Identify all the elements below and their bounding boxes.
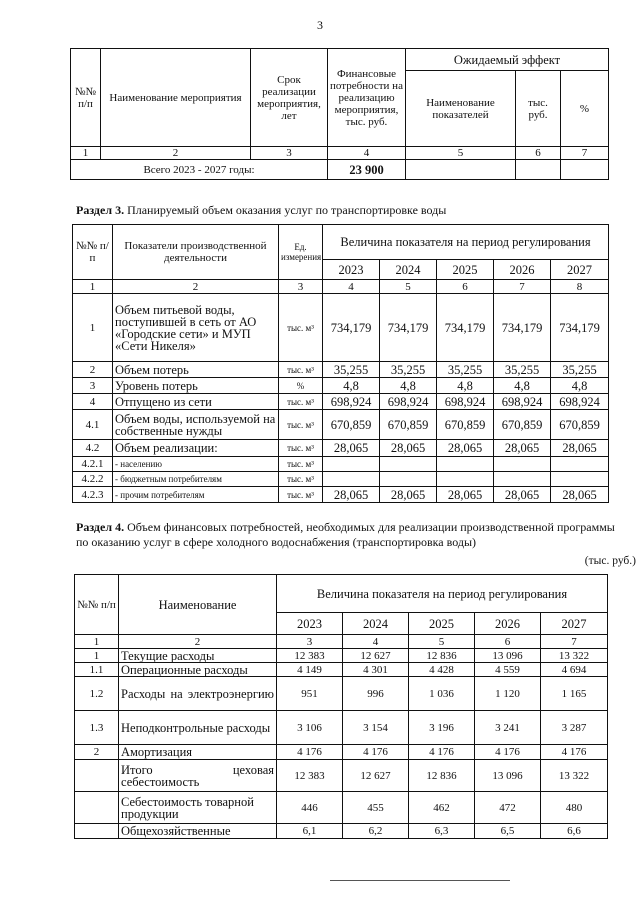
row-value: 1 036 <box>409 677 475 711</box>
row-unit: тыс. м³ <box>279 472 323 487</box>
row-value: 13 322 <box>541 649 608 663</box>
row-value: 670,859 <box>380 410 437 440</box>
row-value: 35,255 <box>494 362 551 378</box>
table-volume <box>72 224 609 503</box>
row-value: 1 120 <box>475 677 541 711</box>
row-name: - населению <box>113 457 279 472</box>
table-row <box>75 649 608 663</box>
row-value: 12 383 <box>277 760 343 792</box>
row-name: Уровень потерь <box>113 378 279 394</box>
row-value: 1 165 <box>541 677 608 711</box>
t1-colnum: 6 <box>516 147 561 160</box>
row-value: 698,924 <box>494 394 551 410</box>
table-row <box>73 457 609 472</box>
row-value: 996 <box>343 677 409 711</box>
row-value: 3 154 <box>343 711 409 745</box>
row-value: 28,065 <box>380 440 437 457</box>
table-row <box>73 378 609 394</box>
row-value: 28,065 <box>437 440 494 457</box>
t3-year: 2024 <box>343 613 409 635</box>
t1-colnum: 3 <box>251 147 328 160</box>
t3-year: 2027 <box>541 613 608 635</box>
row-name: Объем реализации: <box>113 440 279 457</box>
row-unit: тыс. м³ <box>279 457 323 472</box>
t2-colnum: 3 <box>279 280 323 294</box>
row-num <box>75 760 119 792</box>
t3-year: 2023 <box>277 613 343 635</box>
row-num: 1.3 <box>75 711 119 745</box>
table-finance <box>74 574 608 839</box>
row-value: 12 383 <box>277 649 343 663</box>
row-name: Отпущено из сети <box>113 394 279 410</box>
row-value: 12 836 <box>409 760 475 792</box>
row-value: 698,924 <box>323 394 380 410</box>
table-row <box>75 663 608 677</box>
row-num: 4.2 <box>73 440 113 457</box>
t1-header-indicator: Наименование показателей <box>406 71 516 147</box>
row-value: 670,859 <box>494 410 551 440</box>
row-unit: тыс. м³ <box>279 487 323 503</box>
row-value: 951 <box>277 677 343 711</box>
table-row <box>73 410 609 440</box>
t3-year: 2025 <box>409 613 475 635</box>
t1-colnum: 1 <box>71 147 101 160</box>
t2-colnum: 1 <box>73 280 113 294</box>
row-value: 12 627 <box>343 649 409 663</box>
row-name: Операционные расходы <box>119 663 277 677</box>
row-value: 28,065 <box>380 487 437 503</box>
row-num: 4.1 <box>73 410 113 440</box>
table-row <box>73 440 609 457</box>
row-unit: тыс. м³ <box>279 294 323 362</box>
row-value: 4 149 <box>277 663 343 677</box>
t2-year: 2024 <box>380 260 437 280</box>
row-unit: тыс. м³ <box>279 440 323 457</box>
row-value: 670,859 <box>551 410 609 440</box>
t3-header-period: Величина показателя на период регулирования <box>277 575 608 613</box>
section3-title-bold: Раздел 3. <box>76 203 125 217</box>
row-unit: тыс. м³ <box>279 362 323 378</box>
row-num <box>75 792 119 824</box>
row-value <box>323 472 380 487</box>
t2-colnum: 4 <box>323 280 380 294</box>
row-value: 462 <box>409 792 475 824</box>
table-row <box>75 711 608 745</box>
t1-colnum: 5 <box>406 147 516 160</box>
row-name: Общехозяйственные <box>119 824 277 839</box>
t3-colnum: 3 <box>277 635 343 649</box>
row-name: - бюджетным потребителям <box>113 472 279 487</box>
section4-title-bold: Раздел 4. <box>76 520 125 534</box>
row-value: 4 176 <box>475 745 541 760</box>
t2-header-indicator: Показатели производственной деятельности <box>113 225 279 280</box>
row-value: 3 287 <box>541 711 608 745</box>
row-value: 4 176 <box>541 745 608 760</box>
t1-header-num: №№ п/п <box>71 49 101 147</box>
row-value: 4,8 <box>323 378 380 394</box>
row-name: Объем воды, используемой на собственные нужды <box>113 410 279 440</box>
row-value: 734,179 <box>551 294 609 362</box>
t3-header-name: Наименование <box>119 575 277 635</box>
row-value: 6,6 <box>541 824 608 839</box>
t2-year: 2025 <box>437 260 494 280</box>
row-num <box>75 824 119 839</box>
row-unit: % <box>279 378 323 394</box>
table-row <box>75 760 608 792</box>
row-value: 446 <box>277 792 343 824</box>
t1-total-label: Всего 2023 - 2027 годы: <box>71 160 328 180</box>
t2-colnum: 6 <box>437 280 494 294</box>
row-value: 35,255 <box>551 362 609 378</box>
row-value: 6,5 <box>475 824 541 839</box>
section4-title <box>76 520 616 550</box>
table-row <box>73 472 609 487</box>
row-value <box>494 472 551 487</box>
table-row <box>73 362 609 378</box>
t2-header-unit: Ед. измерения <box>279 225 323 280</box>
row-value: 4,8 <box>494 378 551 394</box>
row-value: 4 176 <box>277 745 343 760</box>
row-value <box>380 472 437 487</box>
row-value <box>437 472 494 487</box>
table-row <box>73 487 609 503</box>
t1-colnum: 4 <box>328 147 406 160</box>
t1-total-empty <box>406 160 516 180</box>
row-value: 35,255 <box>323 362 380 378</box>
row-num: 4.2.3 <box>73 487 113 503</box>
row-num: 1.1 <box>75 663 119 677</box>
row-num: 2 <box>73 362 113 378</box>
row-value: 3 106 <box>277 711 343 745</box>
t2-colnum: 8 <box>551 280 609 294</box>
row-name: Итого цеховая себестоимость <box>119 760 277 792</box>
row-value: 3 241 <box>475 711 541 745</box>
row-value: 28,065 <box>323 487 380 503</box>
section4-title-text: Объем финансовых потребностей, необходимых для реализации производственной программы по оказанию услуг в сфере холодного водоснабжения (транспортировка воды) <box>76 520 615 549</box>
t2-colnum: 5 <box>380 280 437 294</box>
row-value: 6,1 <box>277 824 343 839</box>
row-value: 4 694 <box>541 663 608 677</box>
row-value: 698,924 <box>437 394 494 410</box>
row-value: 35,255 <box>437 362 494 378</box>
row-value: 4 559 <box>475 663 541 677</box>
row-value: 4,8 <box>551 378 609 394</box>
t3-colnum: 7 <box>541 635 608 649</box>
t1-header-finance: Финансовые потребности на реализацию мероприятия, тыс. руб. <box>328 49 406 147</box>
t3-colnum: 5 <box>409 635 475 649</box>
table-row <box>73 294 609 362</box>
table-row <box>75 824 608 839</box>
row-num: 2 <box>75 745 119 760</box>
table-row <box>75 677 608 711</box>
row-name: Амортизация <box>119 745 277 760</box>
t1-header-rub: тыс. руб. <box>516 71 561 147</box>
t2-header-period: Величина показателя на период регулирования <box>323 225 609 260</box>
row-unit: тыс. м³ <box>279 410 323 440</box>
row-name: Текущие расходы <box>119 649 277 663</box>
section3-title-text: Планируемый объем оказания услуг по транспортировке воды <box>124 203 447 217</box>
row-value <box>380 457 437 472</box>
row-value: 4 428 <box>409 663 475 677</box>
row-value: 28,065 <box>551 487 609 503</box>
t1-header-effect: Ожидаемый эффект <box>406 49 609 71</box>
row-value: 670,859 <box>323 410 380 440</box>
row-value: 480 <box>541 792 608 824</box>
t1-colnum: 7 <box>561 147 609 160</box>
t1-colnum: 2 <box>101 147 251 160</box>
t2-header-num: №№ п/п <box>73 225 113 280</box>
row-value: 4,8 <box>380 378 437 394</box>
t3-year: 2026 <box>475 613 541 635</box>
page-number: 3 <box>317 18 323 32</box>
table-row <box>73 394 609 410</box>
t3-header-num: №№ п/п <box>75 575 119 635</box>
t3-colnum: 6 <box>475 635 541 649</box>
t1-header-name: Наименование мероприятия <box>101 49 251 147</box>
row-value: 455 <box>343 792 409 824</box>
row-value: 670,859 <box>437 410 494 440</box>
row-value: 3 196 <box>409 711 475 745</box>
row-value: 734,179 <box>494 294 551 362</box>
table-row <box>75 745 608 760</box>
section4-unit-note: (тыс. руб.) <box>584 555 636 567</box>
row-value: 13 096 <box>475 760 541 792</box>
row-value: 28,065 <box>323 440 380 457</box>
t2-year: 2023 <box>323 260 380 280</box>
t2-year: 2026 <box>494 260 551 280</box>
row-unit: тыс. м³ <box>279 394 323 410</box>
row-value: 4 301 <box>343 663 409 677</box>
row-value: 6,3 <box>409 824 475 839</box>
row-value <box>494 457 551 472</box>
row-name: Неподконтрольные расходы <box>119 711 277 745</box>
row-value: 698,924 <box>551 394 609 410</box>
row-value: 4,8 <box>437 378 494 394</box>
row-value: 734,179 <box>323 294 380 362</box>
row-value: 6,2 <box>343 824 409 839</box>
row-num: 4.2.2 <box>73 472 113 487</box>
t1-total-value: 23 900 <box>328 160 406 180</box>
row-num: 4 <box>73 394 113 410</box>
row-value: 4 176 <box>343 745 409 760</box>
footer-line <box>330 880 510 881</box>
row-num: 1.2 <box>75 677 119 711</box>
row-name: Себестоимость товарной продукции <box>119 792 277 824</box>
row-value: 28,065 <box>551 440 609 457</box>
row-value: 734,179 <box>380 294 437 362</box>
row-value: 12 836 <box>409 649 475 663</box>
t3-colnum: 4 <box>343 635 409 649</box>
table-row <box>75 792 608 824</box>
row-value: 698,924 <box>380 394 437 410</box>
row-value: 28,065 <box>494 440 551 457</box>
row-name: Объем питьевой воды, поступившей в сеть от АО «Городские сети» и МУП «Сети Никеля» <box>113 294 279 362</box>
row-num: 1 <box>75 649 119 663</box>
section3-title <box>76 203 616 218</box>
table-measures <box>70 48 609 180</box>
row-value <box>551 472 609 487</box>
row-value: 28,065 <box>494 487 551 503</box>
row-value: 12 627 <box>343 760 409 792</box>
row-value <box>551 457 609 472</box>
row-name: Расходы на электроэнергию <box>119 677 277 711</box>
row-value: 4 176 <box>409 745 475 760</box>
row-value: 472 <box>475 792 541 824</box>
row-value: 35,255 <box>380 362 437 378</box>
row-num: 3 <box>73 378 113 394</box>
row-name: Объем потерь <box>113 362 279 378</box>
row-name: - прочим потребителям <box>113 487 279 503</box>
row-value: 734,179 <box>437 294 494 362</box>
row-value: 13 096 <box>475 649 541 663</box>
t1-header-term: Срок реализации мероприятия, лет <box>251 49 328 147</box>
row-value: 13 322 <box>541 760 608 792</box>
t2-year: 2027 <box>551 260 609 280</box>
row-num: 1 <box>73 294 113 362</box>
t2-colnum: 2 <box>113 280 279 294</box>
t1-total-empty <box>561 160 609 180</box>
t2-colnum: 7 <box>494 280 551 294</box>
t1-header-pct: % <box>561 71 609 147</box>
t1-total-empty <box>516 160 561 180</box>
row-value: 28,065 <box>437 487 494 503</box>
row-value <box>437 457 494 472</box>
t3-colnum: 1 <box>75 635 119 649</box>
row-value <box>323 457 380 472</box>
row-num: 4.2.1 <box>73 457 113 472</box>
t3-colnum: 2 <box>119 635 277 649</box>
